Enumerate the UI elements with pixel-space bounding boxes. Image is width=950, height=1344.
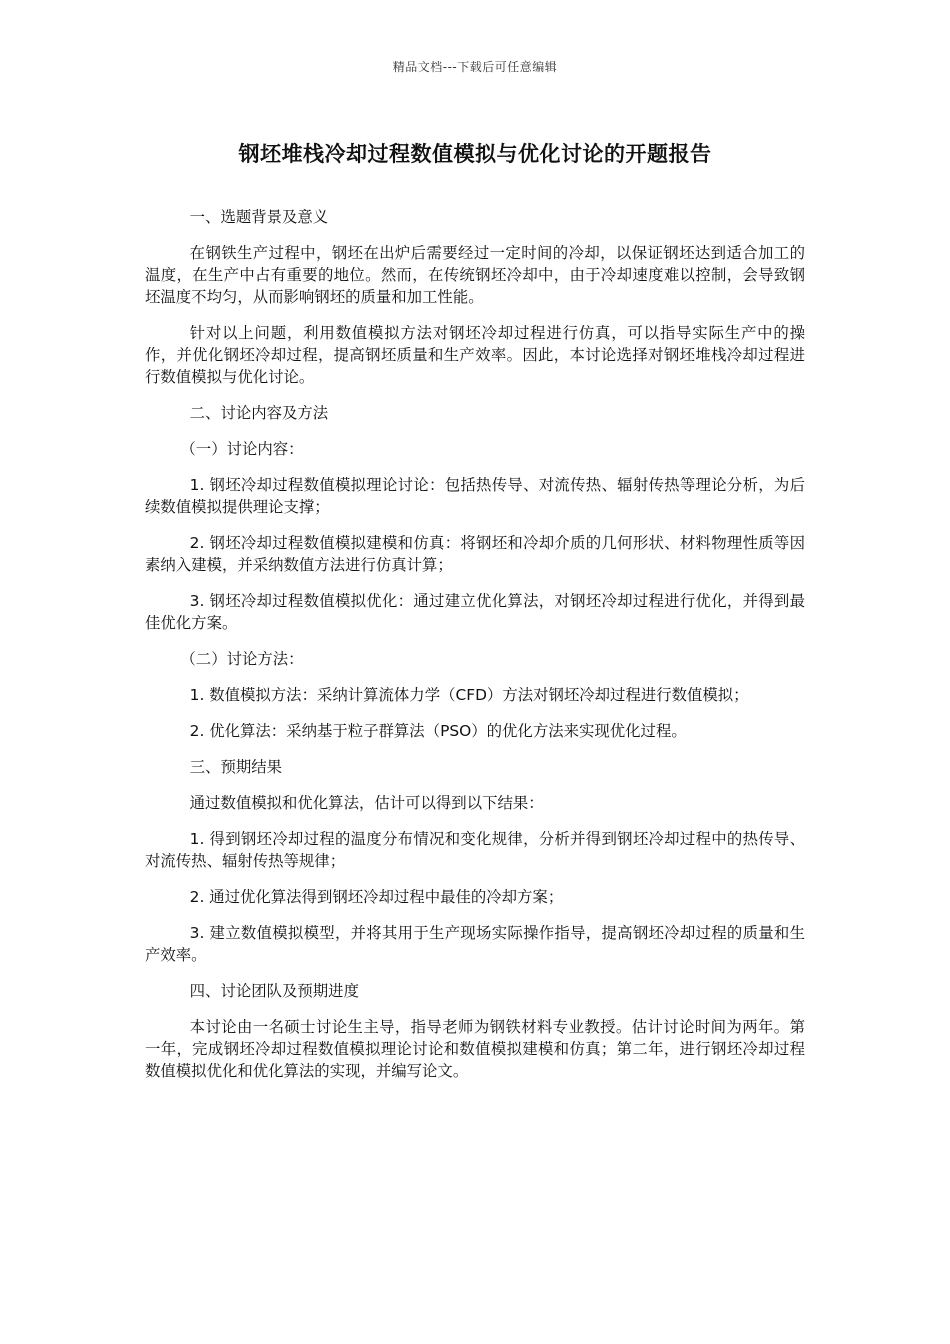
list-item: 3. 建立数值模拟模型，并将其用于生产现场实际操作指导，提高钢坯冷却过程的质量和生产效率。	[145, 924, 805, 964]
section-heading-2: 二、讨论内容及方法	[189, 404, 329, 422]
section-heading-3: 三、预期结果	[189, 758, 283, 776]
subsection-heading: （一）讨论内容：	[180, 440, 304, 458]
section-heading-4: 四、讨论团队及预期进度	[189, 982, 359, 1000]
list-item: 1. 得到钢坯冷却过程的温度分布情况和变化规律，分析并得到钢坯冷却过程中的热传导、对流传热、辐射传热等规律；	[145, 830, 805, 870]
paragraph: 通过数值模拟和优化算法，估计可以得到以下结果：	[189, 794, 544, 812]
list-item: 2. 通过优化算法得到钢坯冷却过程中最佳的冷却方案；	[189, 888, 564, 906]
list-item: 1. 数值模拟方法：采纳计算流体力学（CFD）方法对钢坯冷却过程进行数值模拟；	[189, 686, 749, 704]
document-body	[145, 206, 805, 1096]
list-item: 3. 钢坯冷却过程数值模拟优化：通过建立优化算法，对钢坯冷却过程进行优化，并得到最佳优化方案。	[145, 592, 805, 632]
subsection-heading: （二）讨论方法：	[180, 650, 304, 668]
list-item: 2. 优化算法：采纳基于粒子群算法（PSO）的优化方法来实现优化过程。	[189, 722, 687, 740]
paragraph: 针对以上问题，利用数值模拟方法对钢坯冷却过程进行仿真，可以指导实际生产中的操作，并优化钢坯冷却过程，提高钢坯质量和生产效率。因此，本讨论选择对钢坯堆栈冷却过程进行数值模拟与优化讨论。	[145, 324, 805, 386]
document-title: 钢坯堆栈冷却过程数值模拟与优化讨论的开题报告	[238, 142, 712, 166]
paragraph: 在钢铁生产过程中，钢坯在出炉后需要经过一定时间的冷却，以保证钢坯达到适合加工的温度，在生产中占有重要的地位。然而，在传统钢坯冷却中，由于冷却速度难以控制，会导致钢坯温度不均匀，从而影响钢坯的质量和加工性能。	[145, 244, 805, 306]
section-heading-1: 一、选题背景及意义	[189, 208, 329, 226]
paragraph: 本讨论由一名硕士讨论生主导，指导老师为钢铁材料专业教授。估计讨论时间为两年。第一年，完成钢坯冷却过程数值模拟理论讨论和数值模拟建模和仿真；第二年，进行钢坯冷却过程数值模拟优化和优化算法的实现，并编写论文。	[145, 1018, 805, 1080]
list-item: 2. 钢坯冷却过程数值模拟建模和仿真：将钢坯和冷却介质的几何形状、材料物理性质等因素纳入建模，并采纳数值方法进行仿真计算；	[145, 534, 805, 574]
list-item: 1. 钢坯冷却过程数值模拟理论讨论：包括热传导、对流传热、辐射传热等理论分析，为后续数值模拟提供理论支撑；	[145, 476, 805, 516]
page-header: 精品文档---下载后可任意编辑	[392, 60, 558, 74]
